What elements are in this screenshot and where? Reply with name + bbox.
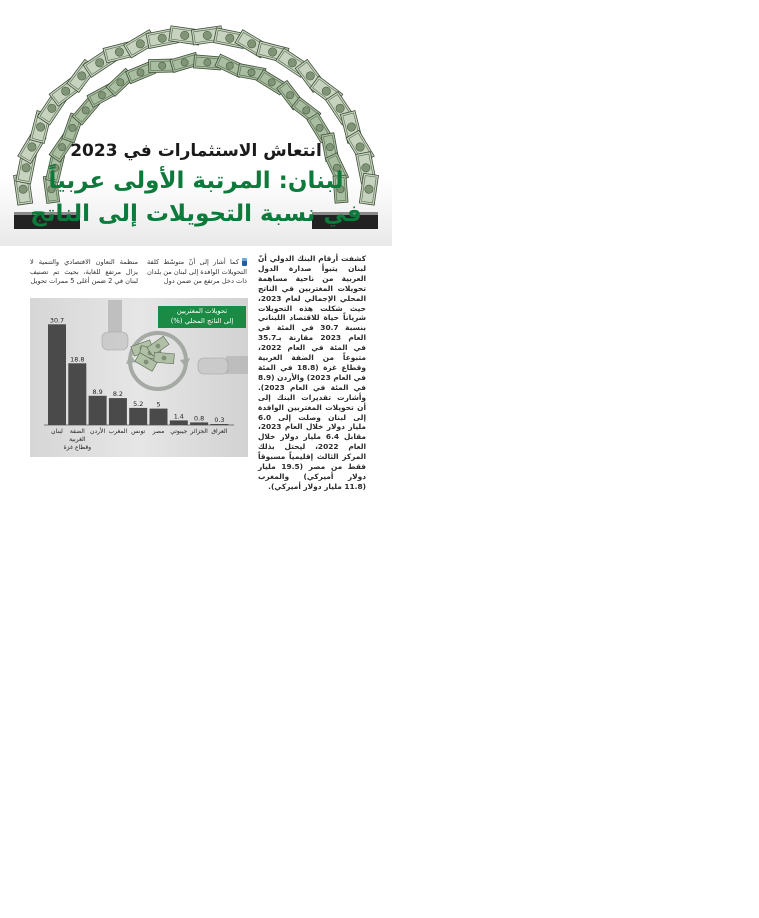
side-paragraph-1-text: كما أشار إلى أنّ متوسّط كلفة التحويلات الوافدة إلى لبنان من بلدان ذات دخل مرتفع من ضمن دول [147, 258, 247, 286]
header-banner [0, 0, 392, 246]
side-paragraph-1 [147, 258, 247, 287]
category-tick-label: تونس [131, 428, 146, 435]
header-subtitle: انتعاش الاستثمارات في 2023 [70, 141, 322, 161]
chart-bar [129, 408, 147, 425]
bar-value-label: 0.8 [194, 414, 205, 423]
bar-value-label: 18.8 [70, 355, 85, 364]
chart-bar [109, 398, 127, 425]
category-tick-label: وقطاع غزة [63, 444, 92, 451]
header-title-line2: في نسبة التحويلات إلى الناتج [30, 201, 362, 227]
article-body: كشفت أرقام البنك الدولي أنّ لبنان يتبوأ صدارة الدول العربية من ناحية مساهمة تحويلات المغتربين في الناتج المحلي الإجمالي لعام 2023، حيث شكلت هذه التحويلات شرياناً حياة للاقتصاد اللبناني بنسبة 30.7 في المئة في العام 2023 مقارنة بـ35.7 في المئة في العام 2022، متبوعاً من الضفة الغربية وقطاع غزة (18.8 في المئة في العام 2023) والأردن (8.9 في المئة في العام 2023). وأشارت تقديرات البنك إلى أن تحويلات المغتربين الوافدة إلى لبنان وصلت إلى 6.0 مليار دولار خلال العام 2023، مقابل 6.4 مليار دولار خلال العام 2022، ليحتل بذلك المركز الثالث إقليمياً مسبوقاً فقط من مصر (19.5 مليار دولار أميركي) والمغرب (11.8 مليار دولار أميركي). [258, 254, 367, 491]
chart-title-line2: إلى الناتج المحلي (%) [170, 317, 234, 325]
category-tick-label: الغربية [69, 436, 86, 443]
bar-value-label: 0.3 [214, 416, 225, 424]
category-tick-label: لبنان [51, 428, 63, 435]
chart-bar [48, 324, 66, 425]
header-title-line1: لبنان: المرتبة الأولى عربياً [48, 168, 344, 194]
chart-bar [210, 424, 228, 425]
chart-bar [170, 420, 188, 425]
bar-value-label: 5 [156, 400, 161, 409]
category-tick-label: الجزائر [190, 428, 208, 435]
chart-title-line1: تحويلات المغتربين [176, 307, 228, 315]
bar-value-label: 1.4 [173, 412, 184, 421]
chart-bar [68, 363, 86, 425]
blue-square-bullet-icon [242, 258, 247, 266]
remittances-chart [30, 298, 248, 457]
category-tick-label: الأردن [90, 428, 106, 435]
bar-value-label: 8.9 [92, 387, 103, 396]
chart-title-box [158, 306, 246, 328]
bar-value-label: 5.2 [133, 399, 144, 408]
category-tick-label: العراق [211, 428, 228, 435]
bar-value-label: 8.2 [112, 390, 123, 399]
category-tick-label: مصر [152, 428, 165, 435]
chart-bar [150, 409, 168, 425]
category-tick-label: جيبوتي [170, 428, 188, 435]
chart-bar [89, 396, 107, 425]
chart-bar [190, 422, 208, 425]
category-tick-label: الضفة [69, 428, 85, 435]
bar-value-label: 30.7 [49, 316, 65, 325]
category-tick-label: المغرب [108, 428, 128, 435]
side-paragraph-2: منظمة التعاون الاقتصادي والتنمية لا يزال مرتفع للغاية، بحيث تم تصنيف لبنان في 2 ضمن أغلى 5 ممرات تحويل [30, 258, 138, 286]
